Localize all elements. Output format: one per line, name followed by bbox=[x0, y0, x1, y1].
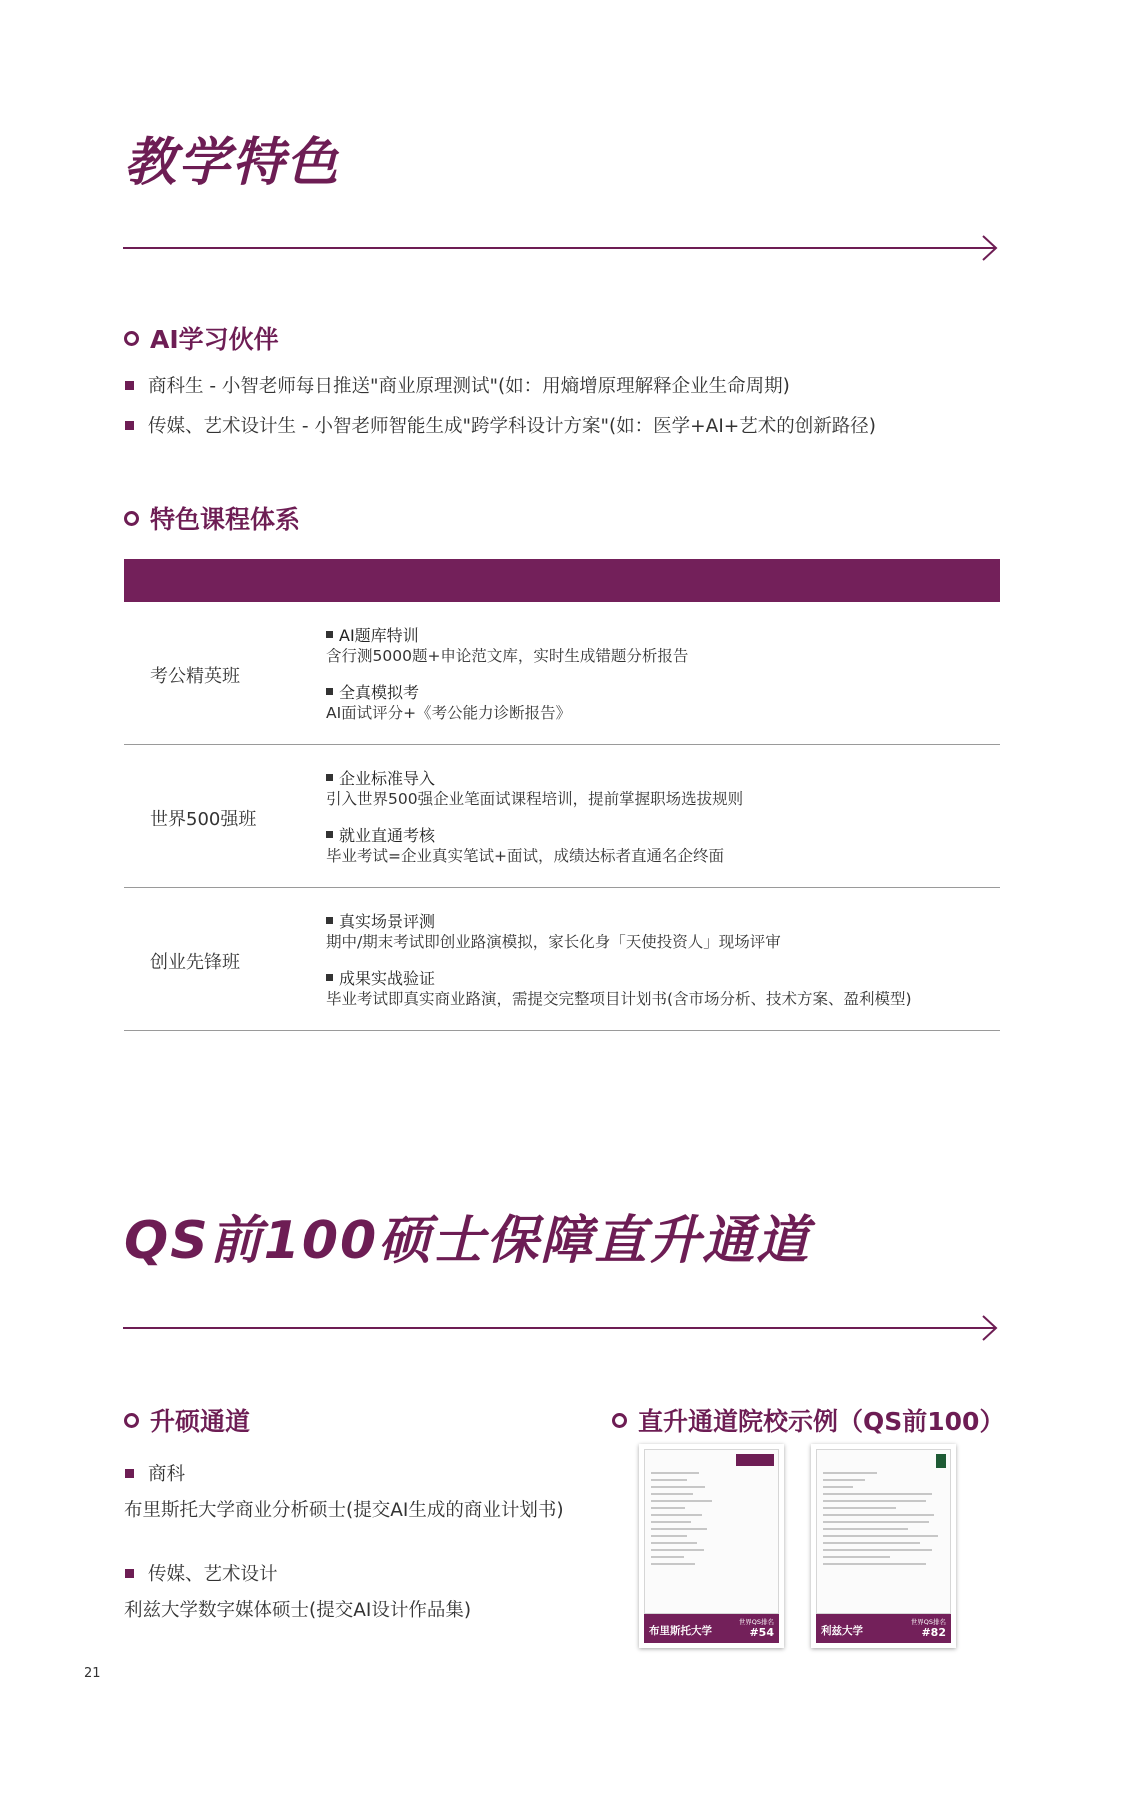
arrow-divider bbox=[123, 1313, 999, 1343]
course-item-title bbox=[326, 966, 912, 988]
university-offer-card bbox=[639, 1444, 784, 1648]
table-row bbox=[124, 745, 1000, 888]
rank-label: 世界QS排名 bbox=[910, 1618, 946, 1626]
ai-partner-heading-text: AI学习伙伴 bbox=[150, 325, 279, 354]
ai-partner-bullet bbox=[125, 412, 876, 438]
offer-letter-image bbox=[644, 1449, 779, 1614]
course-item-desc: 毕业考试即真实商业路演，需提交完整项目计划书(含市场分析、技术方案、盈利模型) bbox=[326, 990, 912, 1008]
square-bullet-icon bbox=[125, 1469, 134, 1478]
course-item-desc: AI面试评分+《考公能力诊断报告》 bbox=[326, 704, 572, 722]
course-name: 创业先锋班 bbox=[150, 952, 240, 973]
course-name: 考公精英班 bbox=[150, 666, 240, 687]
university-name: 利兹大学 bbox=[821, 1625, 863, 1637]
table-row bbox=[124, 888, 1000, 1031]
upgrade-channel-heading-text: 升硕通道 bbox=[150, 1407, 251, 1436]
course-system-heading-text: 特色课程体系 bbox=[150, 505, 301, 534]
course-details bbox=[326, 766, 743, 880]
upgrade-track-desc: 布里斯托大学商业分析硕士(提交AI生成的商业计划书) bbox=[124, 1500, 564, 1521]
upgrade-track-label bbox=[125, 1460, 185, 1486]
square-bullet-icon bbox=[326, 631, 333, 638]
upgrade-track-label-text: 传媒、艺术设计 bbox=[148, 1564, 278, 1585]
square-bullet-icon bbox=[125, 381, 134, 390]
ai-partner-bullet bbox=[125, 372, 790, 398]
table-header-bar bbox=[124, 559, 1000, 602]
table-row bbox=[124, 602, 1000, 745]
ring-icon bbox=[124, 331, 139, 346]
course-item-desc: 毕业考试=企业真实笔试+面试，成绩达标者直通名企终面 bbox=[326, 847, 724, 865]
upgrade-track-label-text: 商科 bbox=[148, 1464, 186, 1485]
square-bullet-icon bbox=[326, 831, 333, 838]
square-bullet-icon bbox=[125, 1569, 134, 1578]
ring-icon bbox=[124, 511, 139, 526]
course-item-title bbox=[326, 766, 743, 788]
section-title-qs-pathway: QS前100硕士保障直升通道 bbox=[124, 1211, 811, 1271]
course-system-heading bbox=[124, 500, 300, 536]
course-item-title bbox=[326, 623, 688, 645]
university-offer-card bbox=[811, 1444, 956, 1648]
course-item-title-text: AI题库特训 bbox=[339, 625, 419, 645]
course-item-desc: 期中/期末考试即创业路演模拟，家长化身「天使投资人」现场评审 bbox=[326, 933, 781, 951]
course-item-title-text: 全真模拟考 bbox=[339, 682, 420, 702]
course-item-desc: 含行测5000题+申论范文库，实时生成错题分析报告 bbox=[326, 647, 689, 665]
course-table bbox=[124, 559, 1000, 1031]
course-item-desc: 引入世界500强企业笔面试课程培训，提前掌握职场选拔规则 bbox=[326, 790, 744, 808]
course-item-title bbox=[326, 680, 688, 702]
offer-letter-image bbox=[816, 1449, 951, 1614]
ai-partner-heading bbox=[124, 320, 279, 356]
rank-value: #54 bbox=[749, 1626, 774, 1639]
arrow-divider bbox=[123, 233, 999, 263]
card-footer bbox=[644, 1614, 779, 1643]
page-number: 21 bbox=[84, 1666, 101, 1681]
card-footer bbox=[816, 1614, 951, 1643]
upgrade-track-desc: 利兹大学数字媒体硕士(提交AI设计作品集) bbox=[124, 1600, 472, 1621]
rank-label: 世界QS排名 bbox=[738, 1618, 774, 1626]
ring-icon bbox=[124, 1413, 139, 1428]
course-item-title bbox=[326, 823, 743, 845]
university-logo-icon bbox=[936, 1454, 946, 1468]
section-title-teaching-features: 教学特色 bbox=[124, 133, 341, 193]
university-examples-heading-text: 直升通道院校示例（QS前100） bbox=[638, 1407, 1005, 1436]
university-logo-icon bbox=[736, 1454, 774, 1466]
course-item-title-text: 成果实战验证 bbox=[339, 968, 436, 988]
course-item-title-text: 真实场景评测 bbox=[339, 911, 436, 931]
upgrade-track-label bbox=[125, 1560, 278, 1586]
course-item-title bbox=[326, 909, 912, 931]
course-name: 世界500强班 bbox=[150, 809, 257, 830]
course-details bbox=[326, 909, 912, 1023]
university-examples-heading bbox=[612, 1402, 1004, 1438]
rank-value: #82 bbox=[921, 1626, 946, 1639]
square-bullet-icon bbox=[125, 421, 134, 430]
square-bullet-icon bbox=[326, 774, 333, 781]
ring-icon bbox=[612, 1413, 627, 1428]
upgrade-channel-heading bbox=[124, 1402, 250, 1438]
square-bullet-icon bbox=[326, 917, 333, 924]
course-details bbox=[326, 623, 688, 737]
course-item-title-text: 就业直通考核 bbox=[339, 825, 436, 845]
university-name: 布里斯托大学 bbox=[649, 1625, 712, 1637]
square-bullet-icon bbox=[326, 974, 333, 981]
ai-partner-bullet-text: 商科生 - 小智老师每日推送"商业原理测试"(如：用熵增原理解释企业生命周期) bbox=[148, 376, 790, 397]
square-bullet-icon bbox=[326, 688, 333, 695]
course-item-title-text: 企业标准导入 bbox=[339, 768, 436, 788]
ai-partner-bullet-text: 传媒、艺术设计生 - 小智老师智能生成"跨学科设计方案"(如：医学+AI+艺术的创新路径) bbox=[148, 416, 877, 437]
